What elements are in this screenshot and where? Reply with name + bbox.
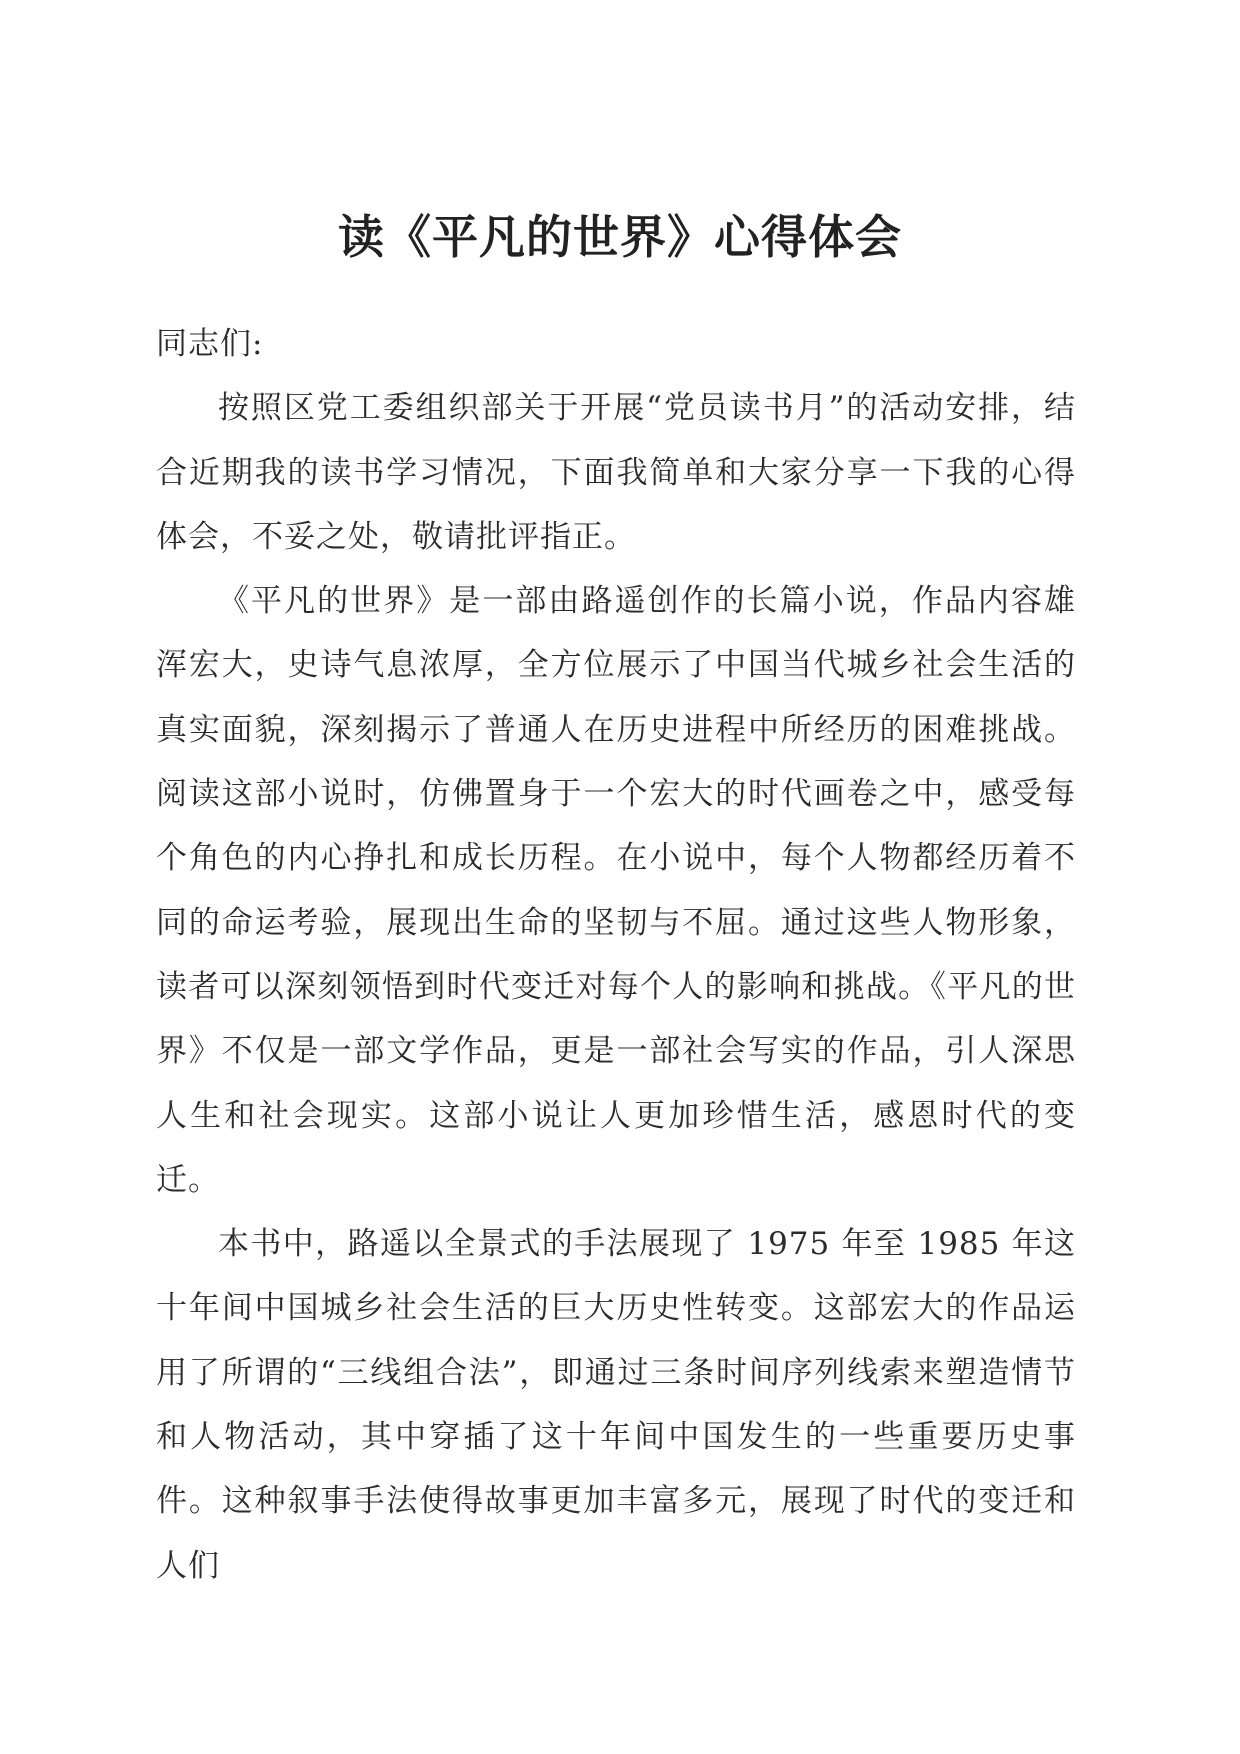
document-title: 读《平凡的世界》心得体会 <box>338 210 902 264</box>
paragraph-3: 本书中，路遥以全景式的手法展现了 1975 年至 1985 年这十年间中国城乡社会生活的巨大历史性转变。这部宏大的作品运用了所谓的“三线组合法”，即通过三条时间序列线索来塑造情节和人物活动，其中穿插了这十年间中国发生的一些重要历史事件。这种叙事手法使得故事更加丰富多元，展现了时代的变迁和人们 <box>156 1226 1076 1584</box>
paragraph-2: 《平凡的世界》是一部由路遥创作的长篇小说，作品内容雄浑宏大，史诗气息浓厚，全方位展示了中国当代城乡社会生活的真实面貌，深刻揭示了普通人在历史进程中所经历的困难挑战。阅读这部小说时，仿佛置身于一个宏大的时代画卷之中，感受每个角色的内心挣扎和成长历程。在小说中，每个人物都经历着不同的命运考验，展现出生命的坚韧与不屈。通过这些人物形象，读者可以深刻领悟到时代变迁对每个人的影响和挑战。《平凡的世界》不仅是一部文学作品，更是一部社会写实的作品，引人深思人生和社会现实。这部小说让人更加珍惜生活，感恩时代的变迁。 <box>156 583 1076 1198</box>
document-body <box>156 312 1076 1598</box>
salutation: 同志们: <box>156 326 264 362</box>
paragraph-1: 按照区党工委组织部关于开展“党员读书月”的活动安排，结合近期我的读书学习情况，下面我简单和大家分享一下我的心得体会，不妥之处，敬请批评指正。 <box>156 390 1076 555</box>
